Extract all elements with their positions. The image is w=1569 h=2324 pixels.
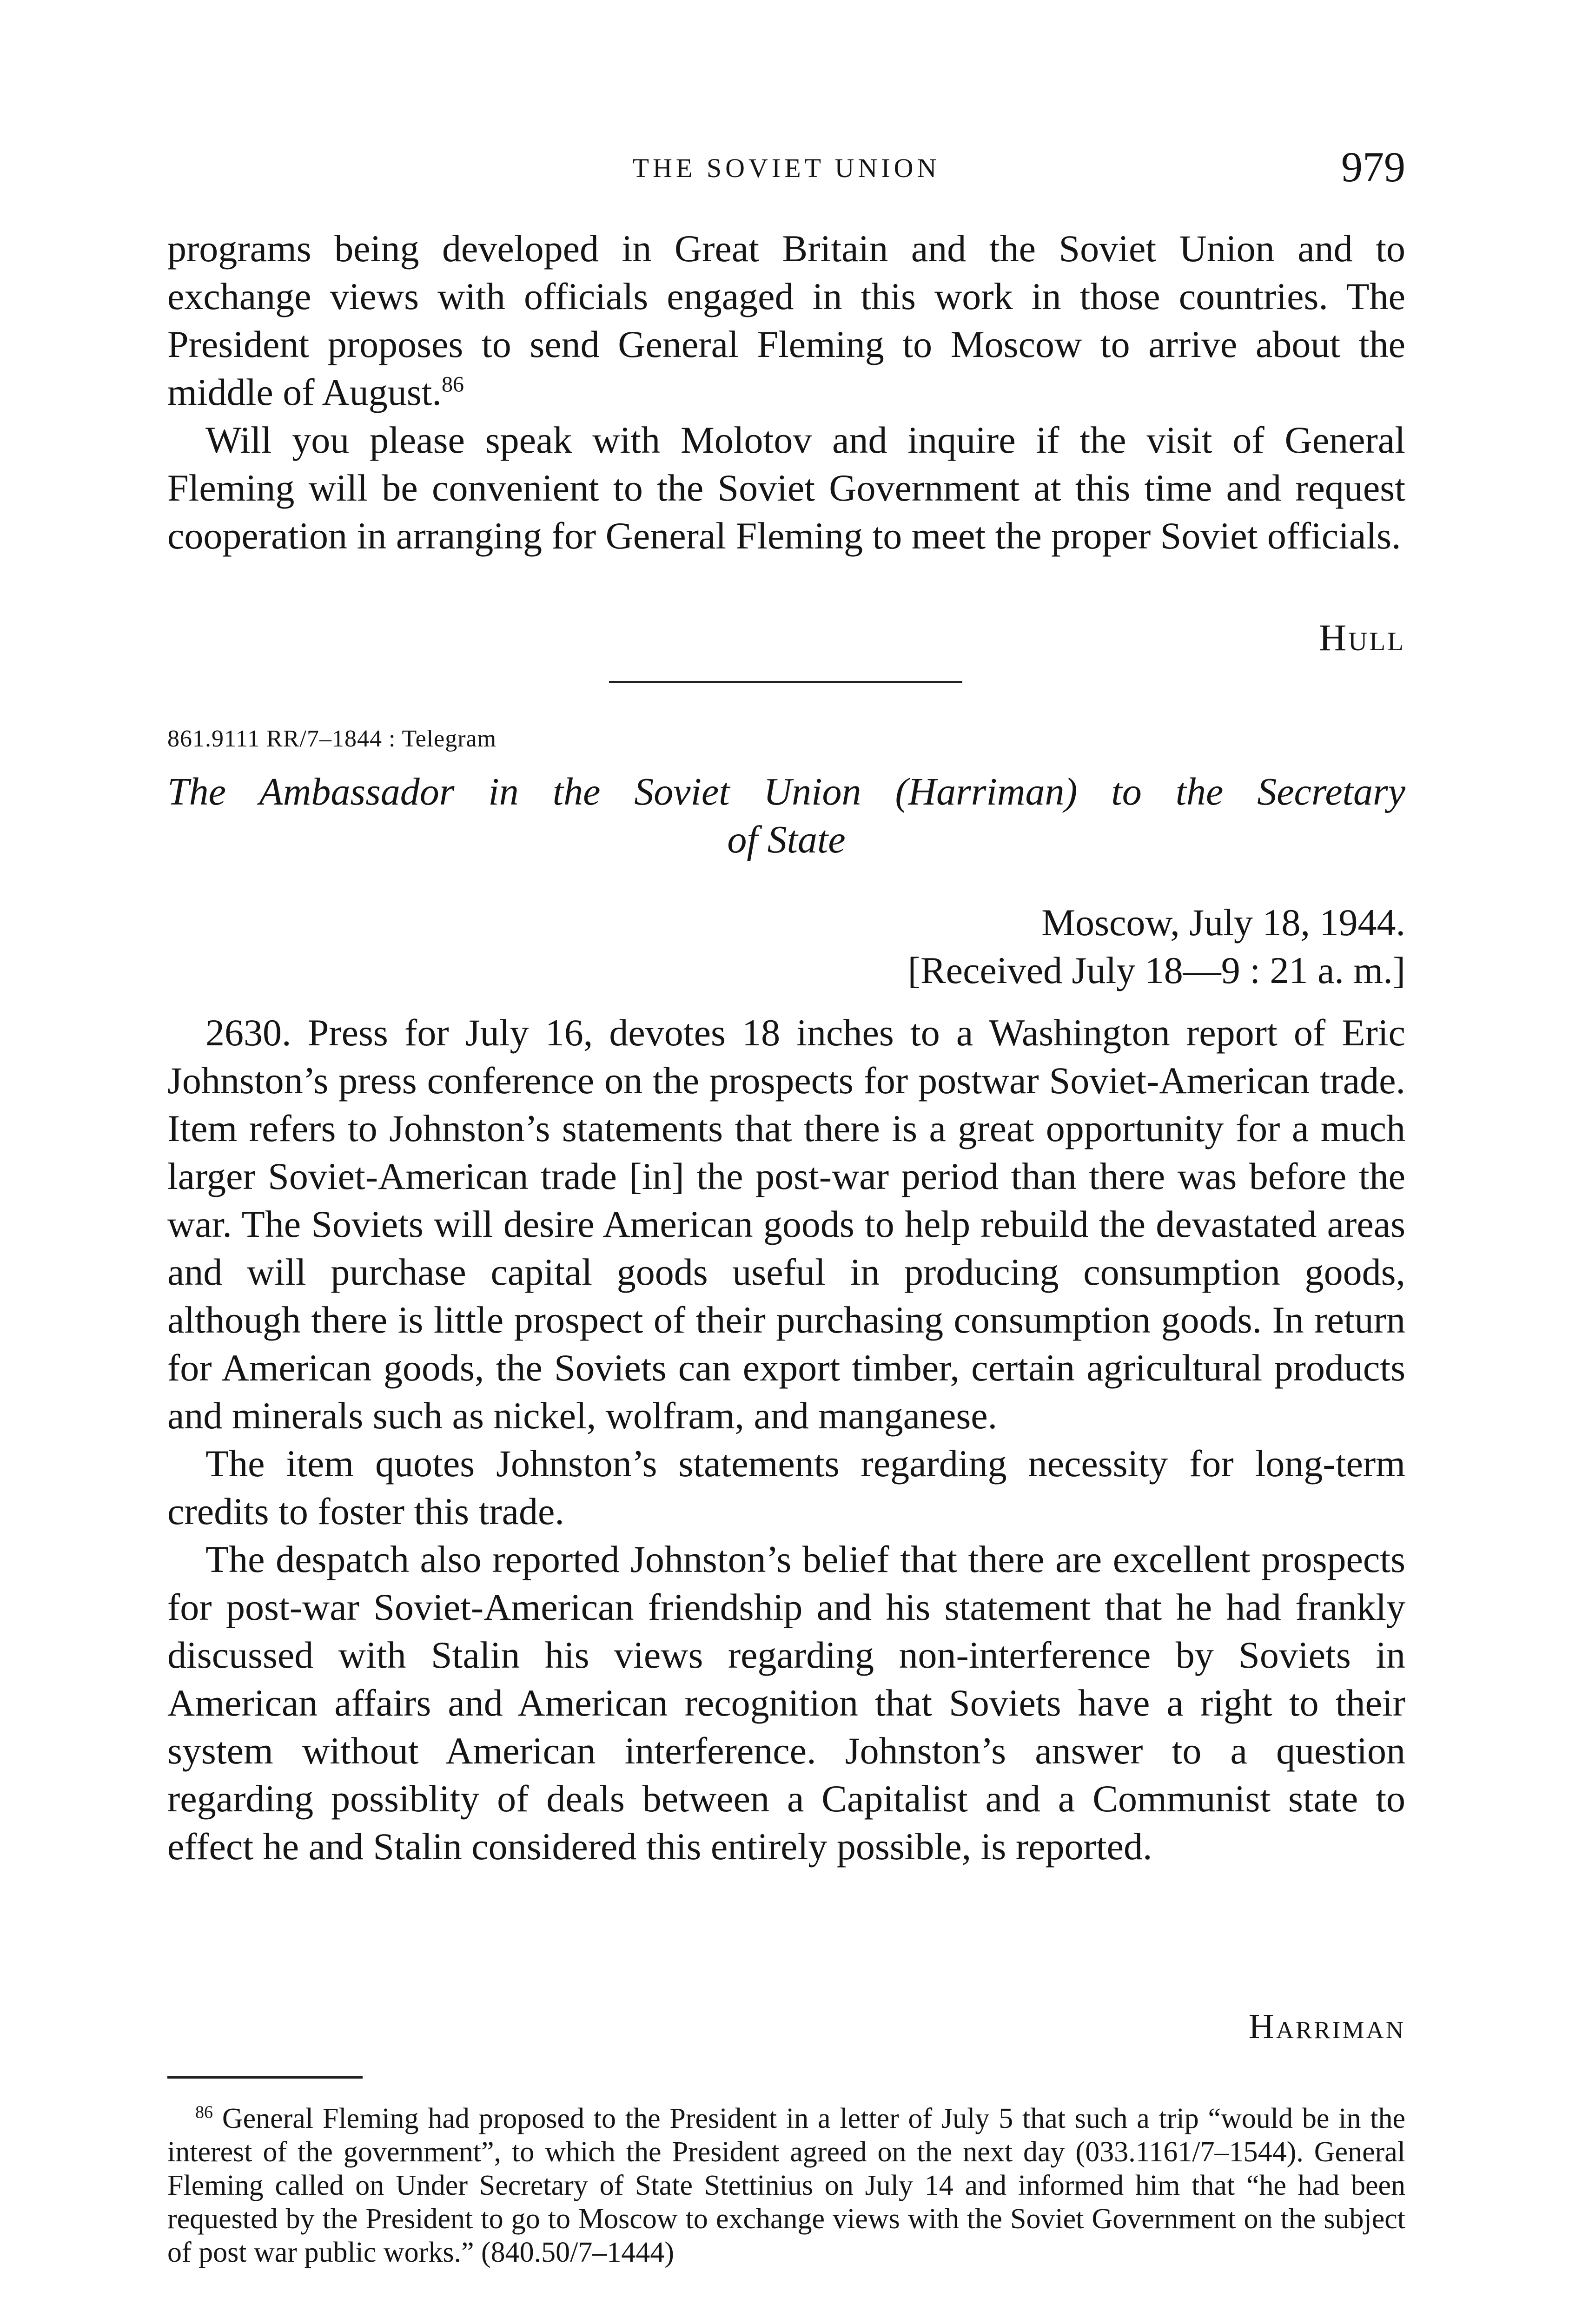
paragraph-text: programs being developed in Great Britain and the Soviet Union and to exchange views with officials engaged in this work in those countries. The President proposes to send General Fleming to Moscow to arrive about the middle of August. xyxy=(167,227,1405,413)
paragraph: The despatch also reported Johnston’s belief that there are excellent prospects for post-war Soviet-American friendship and his statement that he had frankly discussed with Stalin his views regarding non-interference by Soviets in American affairs and American recognition that Soviets have a right to their system without American interference. Johnston’s answer to a question regarding possiblity of deals between a Capitalist and a Communist state to effect he and Stalin considered this entirely possible, is reported. xyxy=(167,1538,1405,1868)
paragraph: The item quotes Johnston’s statements regarding necessity for long-term credits to foster this trade. xyxy=(167,1442,1405,1532)
file-reference: 861.9111 RR/7–1844 : Telegram xyxy=(167,726,497,752)
signature-hull: Hull xyxy=(1318,616,1405,659)
signature-harriman: Harriman xyxy=(1248,2007,1405,2046)
telegram-hull-continuation xyxy=(167,224,1405,560)
running-header xyxy=(167,143,1405,199)
section-divider xyxy=(609,681,962,683)
footnote-rule xyxy=(167,2076,363,2079)
paragraph xyxy=(167,224,1405,416)
telegram-harriman-body xyxy=(167,1009,1405,1870)
received-line: [Received July 18—9 : 21 a. m.] xyxy=(907,949,1405,991)
document-title-line: of State xyxy=(727,818,846,861)
footnote-text: General Fleming had proposed to the President in a letter of July 5 that such a trip “would be in the interest of the government”, to which the President agreed on the next day (033.1161/7–1544). General Fleming called on Under Secretary of State Stettinius on July 14 and informed him that “he had been requested by the President to go to Moscow to exchange views with the Soviet Government on the subject of post war public works.” (840.50/7–1444) xyxy=(167,2103,1406,2268)
document-title xyxy=(167,768,1405,864)
running-title: THE SOVIET UNION xyxy=(632,153,940,183)
page-number: 979 xyxy=(1341,143,1405,191)
document-title-line: The Ambassador in the Soviet Union (Harriman) to the Secretary xyxy=(167,770,1405,813)
paragraph: 2630. Press for July 16, devotes 18 inches to a Washington report of Eric Johnston’s press conference on the prospects for postwar Soviet-American trade. Item refers to Johnston’s statements that there is a great opportunity for a much larger Soviet-American trade [in] the post-war period than there was before the war. The Soviets will desire American goods to help rebuild the devastated areas and will purchase capital goods useful in producing consumption goods, although there is little prospect of their purchasing consumption goods. In return for American goods, the Soviets can export timber, certain agricultural products and minerals such as nickel, wolfram, and manganese. xyxy=(167,1011,1405,1437)
paragraph: Will you please speak with Molotov and inquire if the visit of General Fleming will be convenient to the Soviet Government at this time and request cooperation in arranging for General Fleming to meet the proper Soviet officials. xyxy=(167,419,1405,557)
footnote xyxy=(167,2102,1405,2269)
footnote-reference: 86 xyxy=(441,372,464,397)
document-page xyxy=(167,0,1405,2324)
date-line: Moscow, July 18, 1944. xyxy=(1041,901,1405,944)
footnote-marker: 86 xyxy=(195,2102,213,2122)
dateline xyxy=(908,898,1405,994)
